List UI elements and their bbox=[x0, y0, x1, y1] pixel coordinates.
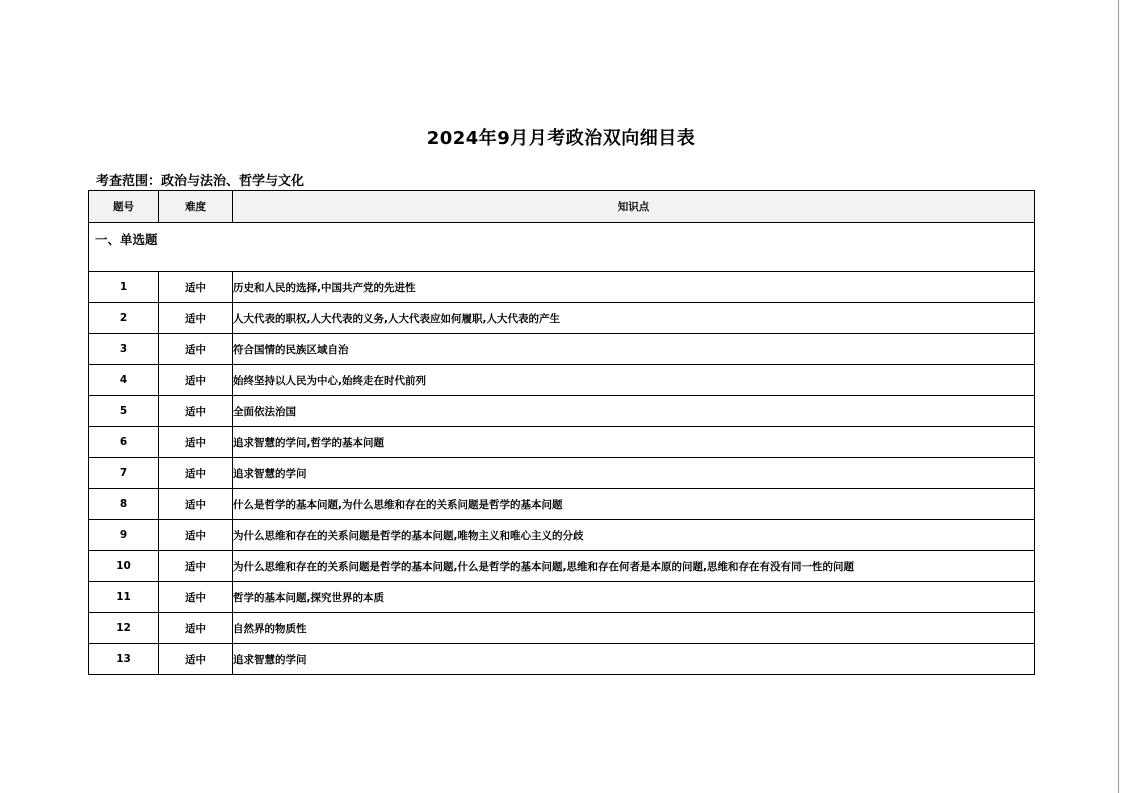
knowledge-point-cell: 全面依法治国 bbox=[233, 396, 1035, 427]
section-title: 一、单选题 bbox=[89, 223, 1035, 272]
table-row bbox=[89, 582, 1035, 613]
difficulty-cell: 适中 bbox=[159, 396, 233, 427]
exam-scope-label: 考查范围：政治与法治、哲学与文化 bbox=[96, 174, 305, 189]
difficulty-cell: 适中 bbox=[159, 582, 233, 613]
table-row bbox=[89, 365, 1035, 396]
table-row bbox=[89, 644, 1035, 675]
difficulty-cell: 适中 bbox=[159, 303, 233, 334]
knowledge-point-cell: 为什么思维和存在的关系问题是哲学的基本问题,唯物主义和唯心主义的分歧 bbox=[233, 520, 1035, 551]
table-header-row bbox=[89, 191, 1035, 223]
question-number: 2 bbox=[89, 303, 159, 334]
table-row bbox=[89, 272, 1035, 303]
knowledge-point-cell: 符合国情的民族区域自治 bbox=[233, 334, 1035, 365]
specification-table bbox=[88, 190, 1035, 675]
question-number: 9 bbox=[89, 520, 159, 551]
knowledge-point-cell: 追求智慧的学问 bbox=[233, 458, 1035, 489]
knowledge-point-cell: 历史和人民的选择,中国共产党的先进性 bbox=[233, 272, 1035, 303]
knowledge-point-cell: 人大代表的职权,人大代表的义务,人大代表应如何履职,人大代表的产生 bbox=[233, 303, 1035, 334]
difficulty-cell: 适中 bbox=[159, 551, 233, 582]
difficulty-cell: 适中 bbox=[159, 365, 233, 396]
question-number: 6 bbox=[89, 427, 159, 458]
header-knowledge-point: 知识点 bbox=[233, 191, 1035, 223]
knowledge-point-cell: 哲学的基本问题,探究世界的本质 bbox=[233, 582, 1035, 613]
table-row bbox=[89, 396, 1035, 427]
page-edge-divider bbox=[1118, 0, 1119, 793]
question-number: 5 bbox=[89, 396, 159, 427]
difficulty-cell: 适中 bbox=[159, 489, 233, 520]
table-row bbox=[89, 489, 1035, 520]
difficulty-cell: 适中 bbox=[159, 427, 233, 458]
question-number: 8 bbox=[89, 489, 159, 520]
question-number: 4 bbox=[89, 365, 159, 396]
table-row bbox=[89, 427, 1035, 458]
knowledge-point-cell: 始终坚持以人民为中心,始终走在时代前列 bbox=[233, 365, 1035, 396]
difficulty-cell: 适中 bbox=[159, 458, 233, 489]
table-row bbox=[89, 520, 1035, 551]
difficulty-cell: 适中 bbox=[159, 613, 233, 644]
question-number: 10 bbox=[89, 551, 159, 582]
table-row bbox=[89, 458, 1035, 489]
section-row bbox=[89, 223, 1035, 272]
knowledge-point-cell: 自然界的物质性 bbox=[233, 613, 1035, 644]
question-number: 13 bbox=[89, 644, 159, 675]
knowledge-point-cell: 追求智慧的学问,哲学的基本问题 bbox=[233, 427, 1035, 458]
table-row bbox=[89, 334, 1035, 365]
header-difficulty: 难度 bbox=[159, 191, 233, 223]
difficulty-cell: 适中 bbox=[159, 520, 233, 551]
question-number: 11 bbox=[89, 582, 159, 613]
table-row bbox=[89, 551, 1035, 582]
knowledge-point-cell: 追求智慧的学问 bbox=[233, 644, 1035, 675]
table-row bbox=[89, 303, 1035, 334]
difficulty-cell: 适中 bbox=[159, 272, 233, 303]
header-question-number: 题号 bbox=[89, 191, 159, 223]
knowledge-point-cell: 为什么思维和存在的关系问题是哲学的基本问题,什么是哲学的基本问题,思维和存在何者是本原的问题,思维和存在有没有同一性的问题 bbox=[233, 551, 1035, 582]
difficulty-cell: 适中 bbox=[159, 334, 233, 365]
difficulty-cell: 适中 bbox=[159, 644, 233, 675]
question-number: 12 bbox=[89, 613, 159, 644]
knowledge-point-cell: 什么是哲学的基本问题,为什么思维和存在的关系问题是哲学的基本问题 bbox=[233, 489, 1035, 520]
question-number: 3 bbox=[89, 334, 159, 365]
table-row bbox=[89, 613, 1035, 644]
question-number: 1 bbox=[89, 272, 159, 303]
question-number: 7 bbox=[89, 458, 159, 489]
document-title: 2024年9月月考政治双向细目表 bbox=[426, 128, 696, 149]
